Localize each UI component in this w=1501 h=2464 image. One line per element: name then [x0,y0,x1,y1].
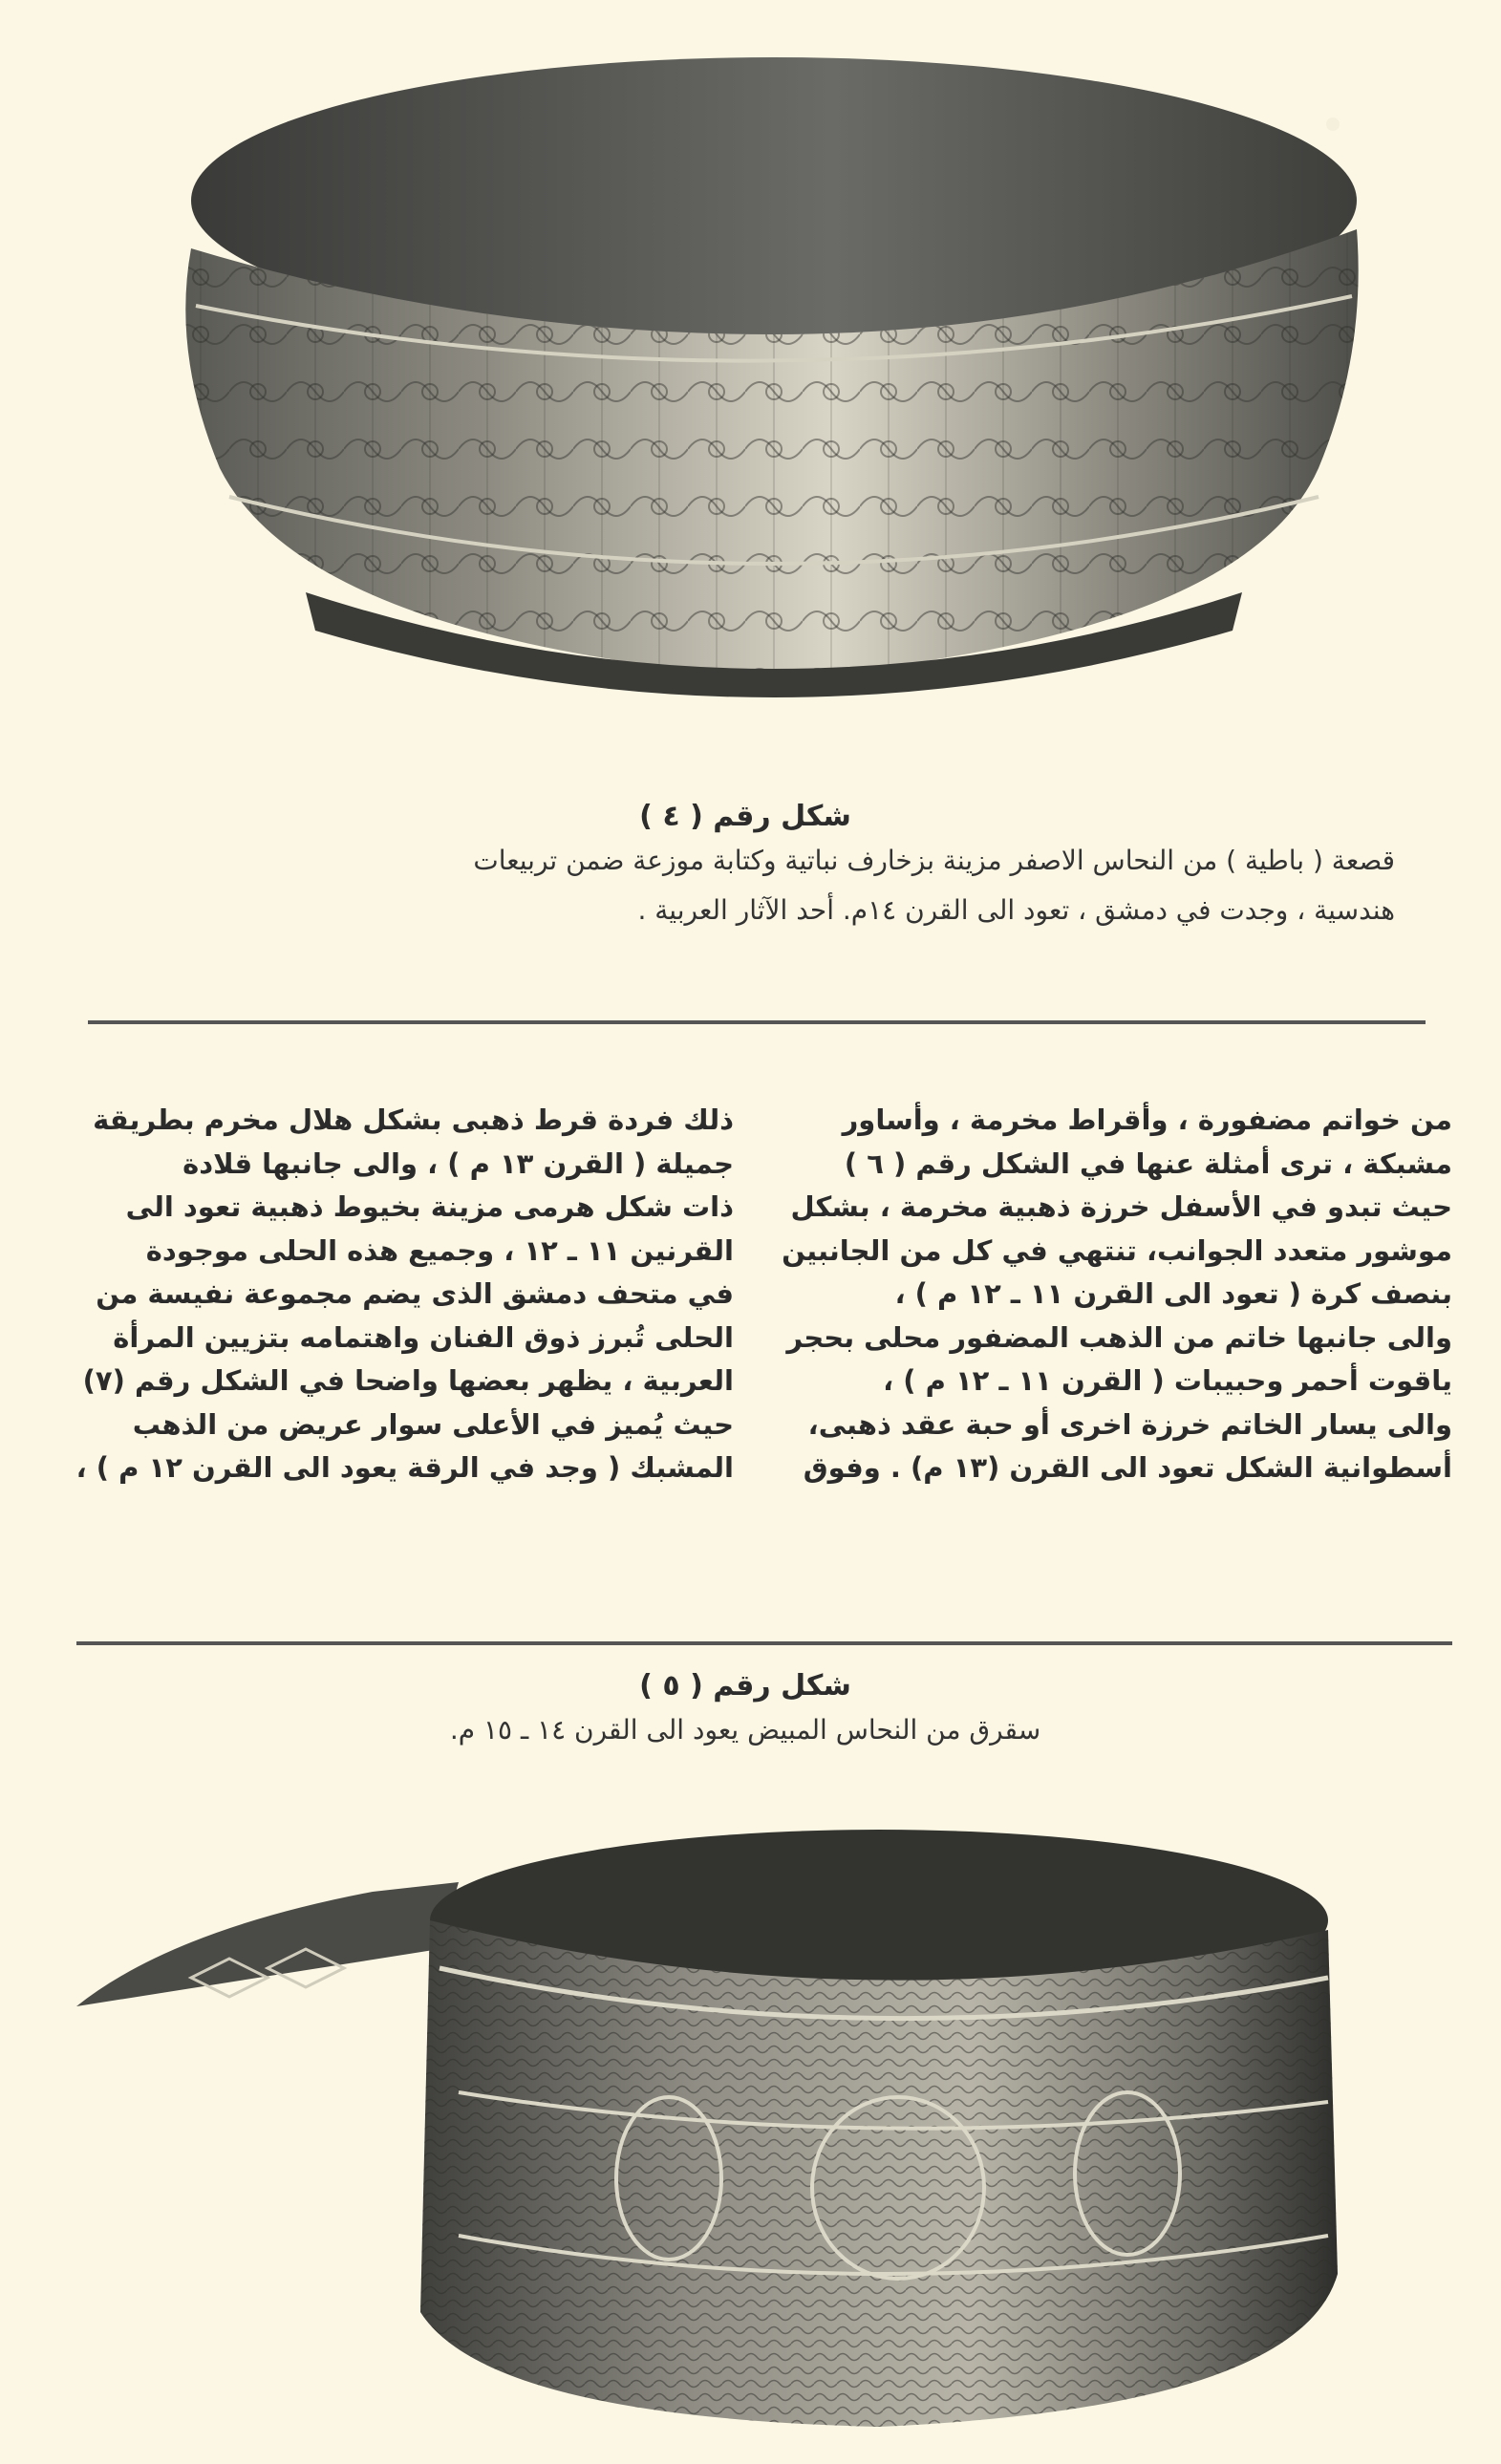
text-line: ذلك فردة قرط ذهبى بشكل هلال مخرم بطريقة [93,1103,734,1136]
text-line: حيث يُميز في الأعلى سوار عريض من الذهب [132,1407,734,1441]
figure-5-photo-spouted-vessel [57,1815,1452,2446]
article-right-column [779,1099,1452,1490]
figure-5-description: سقرق من النحاس المبيض يعود الى القرن ١٤ ـ ١٥ م. [449,1714,1041,1746]
section-divider-bottom [76,1641,1452,1645]
text-line: موشور متعدد الجوانب، تنتهي في كل من الجانبين [782,1233,1452,1267]
figure-4-photo-bowl [115,19,1395,707]
text-line: مشبكة ، ترى أمثلة عنها في الشكل رقم ( ٦ ) [844,1146,1452,1180]
text-line: العربية ، يظهر بعضها واضحا في الشكل رقم (٧) [82,1364,734,1397]
text-line: المشبك ( وجد في الرقة يعود الى القرن ١٢ م ) ، [75,1451,734,1484]
text-line: والى جانبها خاتم من الذهب المضفور محلى بحجر [786,1320,1452,1354]
text-line: من خواتم مضفورة ، وأقراط مخرمة ، وأساور [842,1103,1452,1136]
figure-4-description-line-1: قصعة ( باطية ) من النحاس الاصفر مزينة بزخارف نباتية وكتابة موزعة ضمن تربيعات [473,845,1395,876]
figure-4-description-line-2: هندسية ، وجدت في دمشق ، تعود الى القرن ١٤م. أحد الآثار العربية . [637,894,1395,926]
text-line: والى يسار الخاتم خرزة اخرى أو حبة عقد ذهبى، [807,1407,1452,1441]
figure-5-title: شكل رقم ( ٥ ) [639,1669,851,1703]
section-divider-top [88,1020,1426,1024]
text-line: بنصف كرة ( تعود الى القرن ١١ ـ ١٢ م ) ، [894,1277,1452,1310]
text-line: أسطوانية الشكل تعود الى القرن (١٣ م) . وفوق [803,1451,1452,1484]
text-line: الحلى تُبرز ذوق الفنان واهتمامه بتزيين المرأة [113,1320,734,1354]
text-line: القرنين ١١ ـ ١٢ ، وجميع هذه الحلى موجودة [145,1233,734,1267]
text-line: جميلة ( القرن ١٣ م ) ، والى جانبها قلادة [182,1146,734,1180]
text-line: ذات شكل هرمى مزينة بخيوط ذهبية تعود الى [125,1190,734,1223]
figure-4-title: شكل رقم ( ٤ ) [639,800,851,833]
figure-4-caption [57,798,1433,935]
figure-5-caption [57,1667,1433,1755]
text-line: ياقوت أحمر وحبيبات ( القرن ١١ ـ ١٢ م ) ، [883,1364,1452,1397]
article-left-column [65,1099,734,1490]
text-line: حيث تبدو في الأسفل خرزة ذهبية مخرمة ، بشكل [790,1190,1452,1223]
text-line: في متحف دمشق الذى يضم مجموعة نفيسة من [96,1277,734,1310]
